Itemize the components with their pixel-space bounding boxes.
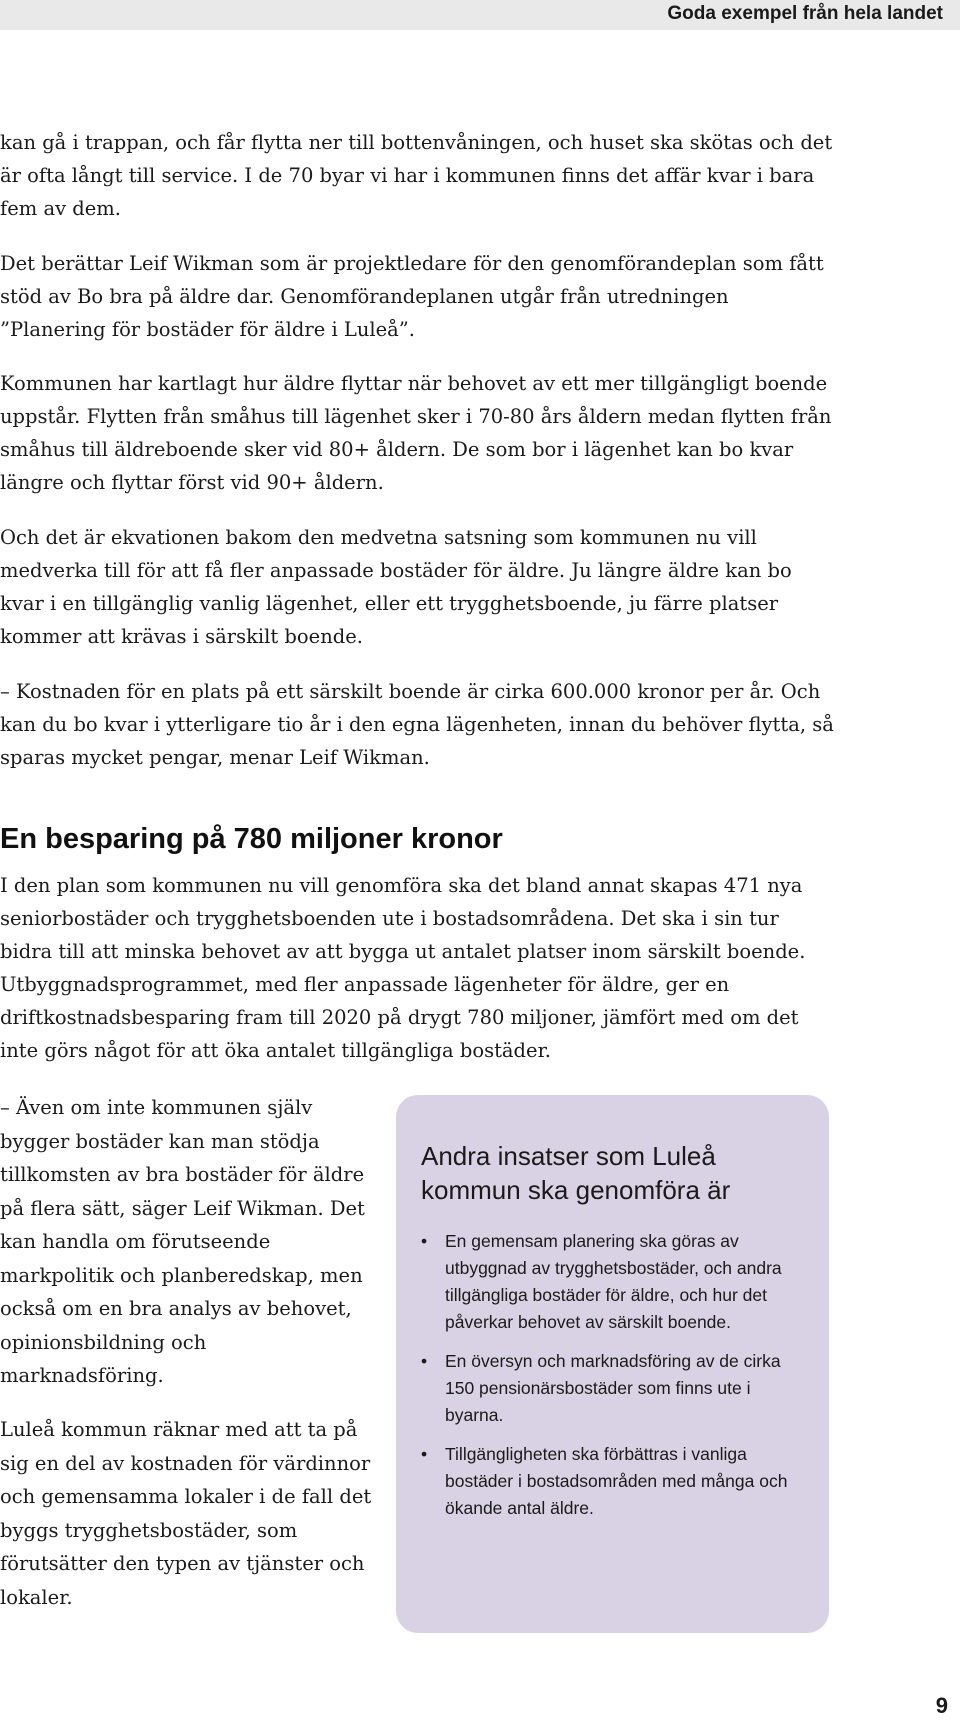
list-item [421, 1228, 811, 1336]
list-item-text: En översyn och marknadsföring av de cirka 150 pensionärsbostäder som finns ute i byarna. [445, 1351, 781, 1425]
list-item [421, 1348, 811, 1429]
fact-box [396, 1095, 829, 1633]
section-heading: En besparing på 780 miljoner kronor [0, 823, 503, 855]
running-head: Goda exempel från hela landet [667, 3, 943, 24]
column-paragraph: – Även om inte kommunen själv bygger bostäder kan man stödja tillkomsten av bra bostäder för äldre på flera sätt, säger Leif Wikman. Det kan handla om förutseende markpolitik och planberedskap, men också om en bra analys av behovet, opinionsbildning och marknadsföring. [0, 1096, 365, 1387]
body-paragraph: Och det är ekvationen bakom den medvetna satsning som kommunen nu vill medverka till för att få fler anpassade bostäder för äldre. Ju längre äldre kan bo kvar i en tillgänglig vanlig lägenhet, eller ett trygghetsboende, ju färre platser kommer att krävas i särskilt boende. [0, 526, 792, 648]
body-paragraph: Kommunen har kartlagt hur äldre flyttar när behovet av ett mer tillgängligt boende uppstår. Flytten från småhus till lägenhet sker i 70-80 års åldern medan flytten från småhus till äldreboende sker vid 80+ åldern. De som bor i lägenhet kan bo kvar längre och flyttar först vid 90+ åldern. [0, 372, 832, 494]
fact-box-list [421, 1228, 811, 1534]
bullet-icon: • [421, 1351, 428, 1371]
page-number: 9 [935, 1693, 948, 1718]
column-paragraph: Luleå kommun räknar med att ta på sig en del av kostnaden för värdinnor och gemensamma lokaler i de fall det byggs trygghetsbostäder, som förutsätter den typen av tjänster och lokaler. [0, 1418, 372, 1609]
list-item [421, 1441, 811, 1522]
list-item-text: En gemensam planering ska göras av utbyggnad av trygghetsbostäder, och andra tillgängliga bostäder för äldre, och hur det påverkar behovet av särskilt boende. [445, 1231, 782, 1332]
fact-box-title: Andra insatser som Luleå kommun ska genomföra är [421, 1141, 731, 1205]
body-paragraph: Det berättar Leif Wikman som är projektledare för den genomförandeplan som fått stöd av Bo bra på äldre dar. Genomförandeplanen utgår från utredningen ”Planering för bostäder för äldre i Luleå”. [0, 252, 824, 341]
body-paragraph: kan gå i trappan, och får flytta ner till bottenvåningen, och huset ska skötas och det är ofta långt till service. I de 70 byar vi har i kommunen finns det affär kvar i bara fem av dem. [0, 131, 833, 220]
bullet-icon: • [421, 1231, 428, 1251]
body-paragraph: – Kostnaden för en plats på ett särskilt boende är cirka 600.000 kronor per år. Och kan du bo kvar i ytterligare tio år i den egna lägenheten, innan du behöver flytta, så sparas mycket pengar, menar Leif Wikman. [0, 680, 834, 769]
bullet-icon: • [421, 1444, 428, 1464]
section-paragraph: I den plan som kommunen nu vill genomföra ska det bland annat skapas 471 nya seniorbostäder och trygghetsboenden ute i bostadsområdena. Det ska i sin tur bidra till att minska behovet av att bygga ut antalet platser inom särskilt boende. Utbyggnadsprogrammet, med fler anpassade lägenheter för äldre, ger en driftkostnadsbesparing fram till 2020 på drygt 780 miljoner, jämfört med om det inte görs något för att öka antalet tillgängliga bostäder. [0, 874, 806, 1062]
list-item-text: Tillgängligheten ska förbättras i vanliga bostäder i bostadsområden med många och ökande antal äldre. [445, 1444, 788, 1518]
